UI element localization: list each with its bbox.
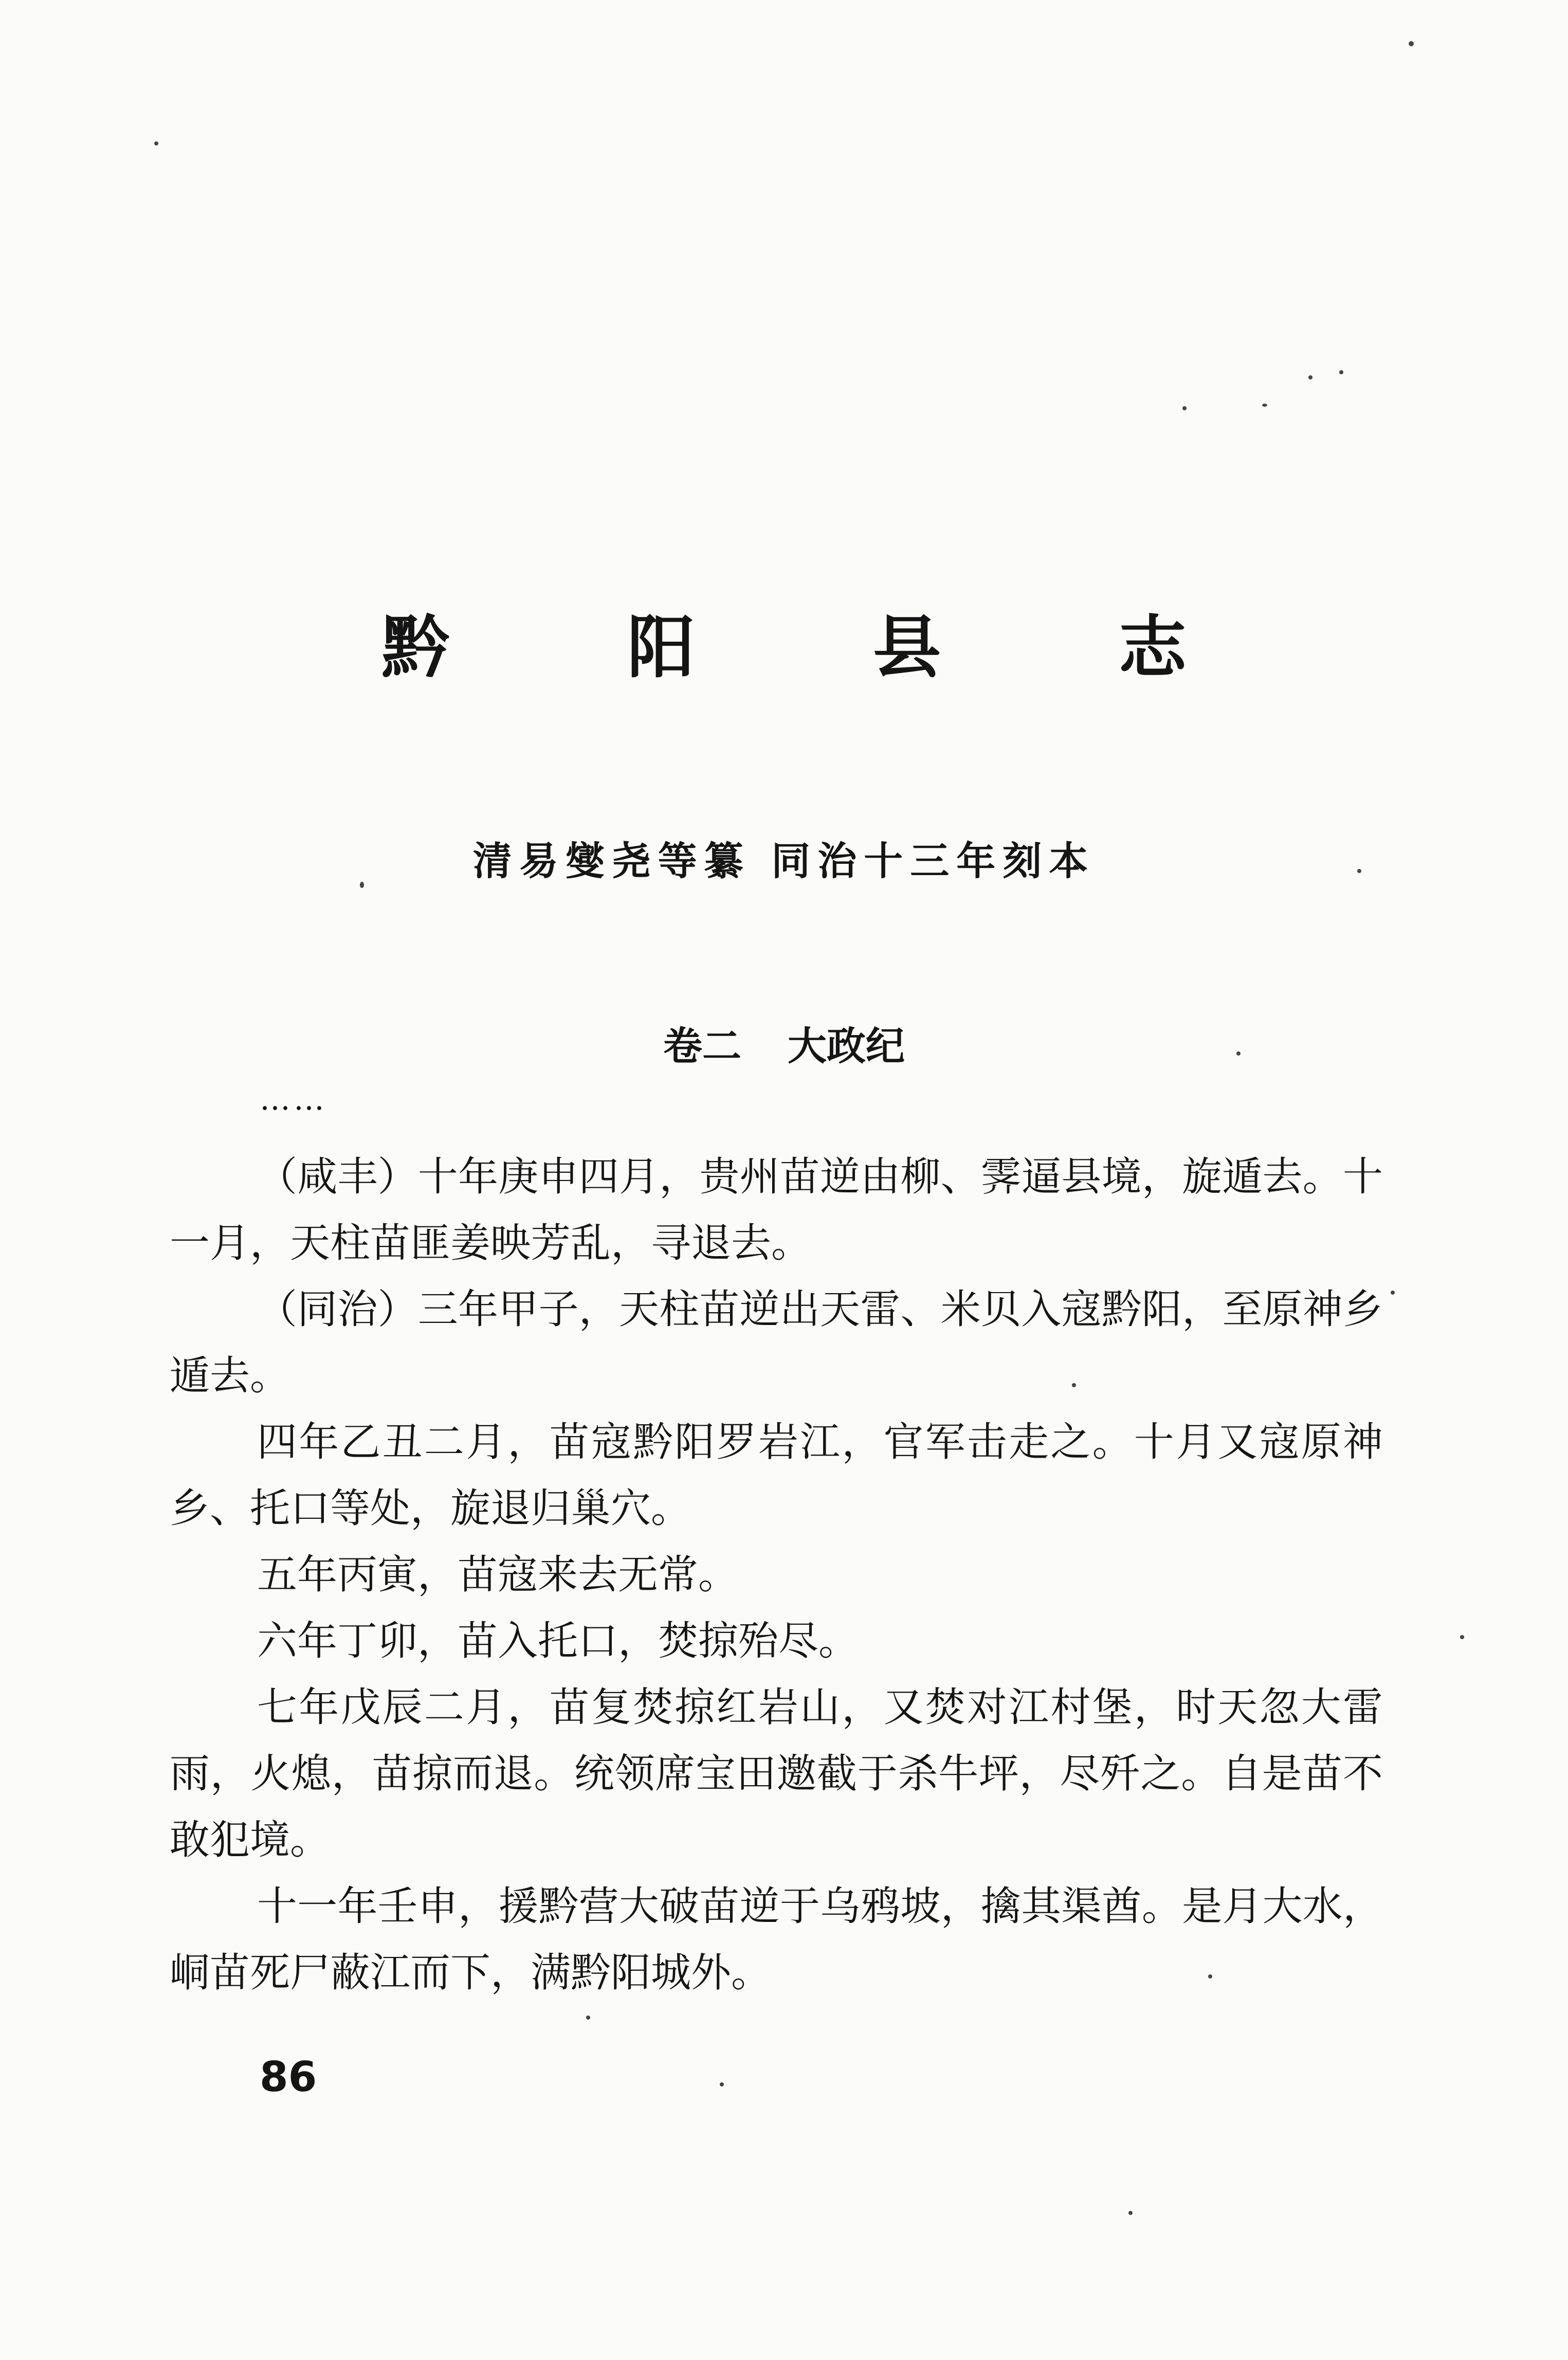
- omission-ellipsis: ……: [260, 1081, 327, 1117]
- page-number: 86: [260, 2053, 317, 2101]
- paragraph: 七年戊辰二月，苗复焚掠红岩山，又焚对江村堡，时天忽大雷雨，火熄，苗掠而退。统领席宝田邀截于杀牛坪，尽歼之。自是苗不敢犯境。: [170, 1684, 1383, 1863]
- scan-speck: [1128, 2211, 1133, 2215]
- paragraph: （咸丰）十年庚申四月，贵州苗逆由柳、霁逼县境，旋遁去。十一月，天柱苗匪姜映芳乱，寻退去。: [170, 1154, 1383, 1266]
- scan-speck: [1357, 869, 1361, 873]
- scan-speck: [1262, 404, 1267, 407]
- scan-speck: [1460, 1635, 1464, 1639]
- scan-speck: [586, 2016, 590, 2020]
- chapter-heading: [0, 1021, 1568, 1072]
- scan-speck: [1182, 406, 1187, 410]
- chapter-name: 大政纪: [788, 1023, 905, 1069]
- body-text: [170, 1144, 1383, 2006]
- scan-speck: [1208, 1974, 1212, 1978]
- scan-speck: [1409, 41, 1414, 46]
- paragraph: 六年丁卯，苗入托口，焚掠殆尽。: [257, 1618, 859, 1664]
- chapter-volume: 卷二: [663, 1023, 741, 1069]
- scan-speck: [154, 141, 158, 146]
- scan-speck: [1339, 370, 1343, 374]
- scan-speck: [1308, 375, 1312, 379]
- scan-speck: [1072, 1383, 1076, 1387]
- scan-speck: [360, 882, 364, 888]
- document-title: 黔 阳 县 志: [381, 608, 1264, 687]
- scan-speck: [1236, 1051, 1241, 1056]
- paragraph: 五年丙寅，苗寇来去无常。: [257, 1552, 739, 1598]
- paragraph: 十一年壬申，援黔营大破苗逆于乌鸦坡，擒其渠酋。是月大水，峒苗死尸蔽江而下，满黔阳城外。: [170, 1883, 1383, 1996]
- paragraph: （同治）三年甲子，天柱苗逆出天雷、米贝入寇黔阳，至原神乡遁去。: [170, 1286, 1383, 1399]
- paragraph: 四年乙丑二月，苗寇黔阳罗岩江，官军击走之。十月又寇原神乡、托口等处，旋退归巢穴。: [170, 1419, 1383, 1532]
- document-subtitle: 清易燮尧等纂 同治十三年刻本: [472, 838, 1096, 884]
- scan-speck: [720, 2082, 724, 2086]
- scan-speck: [1391, 1291, 1395, 1295]
